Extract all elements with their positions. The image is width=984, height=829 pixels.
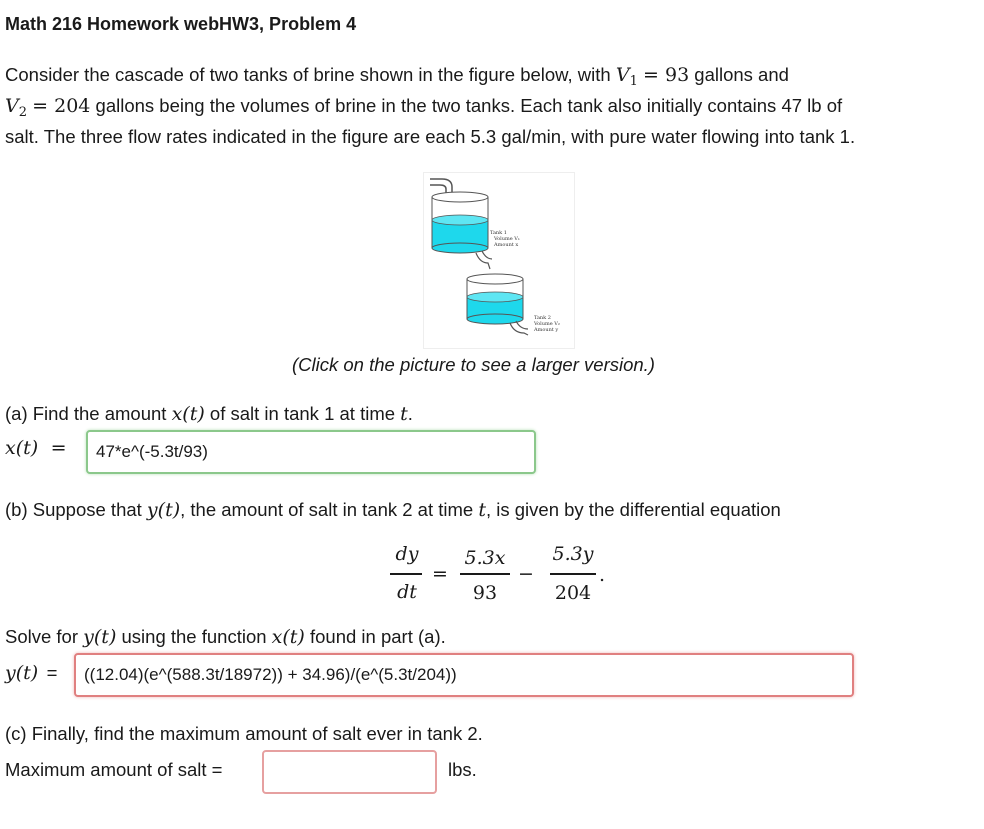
part-c-label: Maximum amount of salt = (5, 759, 223, 780)
tank-2-label-1: Tank 2 (534, 315, 551, 321)
v2-value: = 204 (32, 95, 91, 117)
part-b-solve-prompt: Solve for y(t) using the function x(t) found in part (a). (5, 626, 446, 648)
figure-caption: (Click on the picture to see a larger version.) (292, 354, 655, 375)
part-c-prompt: (c) Finally, find the maximum amount of salt ever in tank 2. (5, 723, 483, 744)
tank-cascade-image (424, 173, 574, 348)
answer-b-input[interactable]: ((12.04)(e^(588.3t/18972)) + 34.96)/(e^(5.3t/204)) (74, 653, 854, 697)
tank-1-label-3: Amount x (494, 242, 519, 248)
v1-value: = 93 (643, 64, 690, 86)
tank-1-top (432, 192, 488, 202)
differential-equation: dy dt = 5.3x 93 − 5.3y 204 . (380, 540, 620, 610)
intro-line-3: salt. The three flow rates indicated in the figure are each 5.3 gal/min, with pure water flowing into tank 1. (5, 126, 856, 147)
answer-c-input[interactable] (262, 750, 437, 794)
page-title: Math 216 Homework webHW3, Problem 4 (5, 14, 357, 34)
answer-a-input[interactable]: 47*e^(-5.3t/93) (86, 430, 536, 474)
tank-1-label-1: Tank 1 (490, 230, 507, 236)
intro-text: gallons and (694, 64, 789, 85)
part-b-prompt: (b) Suppose that y(t), the amount of salt in tank 2 at time t, is given by the differential equation (5, 499, 781, 521)
intro-line-2 (5, 95, 842, 120)
intro-text: Consider the cascade of two tanks of brine shown in the figure below, with (5, 64, 611, 85)
tank-2-label-2: Volume V₂ (534, 321, 560, 327)
v2-symbol: $V_2$ (5, 95, 28, 120)
intro-line-1 (5, 64, 789, 89)
unit-label: lbs. (448, 759, 477, 780)
part-b-answer-label: y(t) = (5, 662, 58, 684)
part-a-answer-label: x(t) = (5, 437, 67, 459)
tank-cascade-figure[interactable] (423, 172, 575, 349)
v1-symbol: $V_1$ (615, 64, 638, 89)
tank-1-label-2: Volume V₁ (494, 236, 520, 242)
part-a-prompt: (a) Find the amount x(t) of salt in tank 1 at time t. (5, 403, 413, 425)
tank-2-top (467, 274, 523, 284)
intro-text: gallons being the volumes of brine in the two tanks. Each tank also initially contains 47 lb of (95, 95, 843, 116)
tank-2-label-3: Amount y (534, 327, 559, 333)
